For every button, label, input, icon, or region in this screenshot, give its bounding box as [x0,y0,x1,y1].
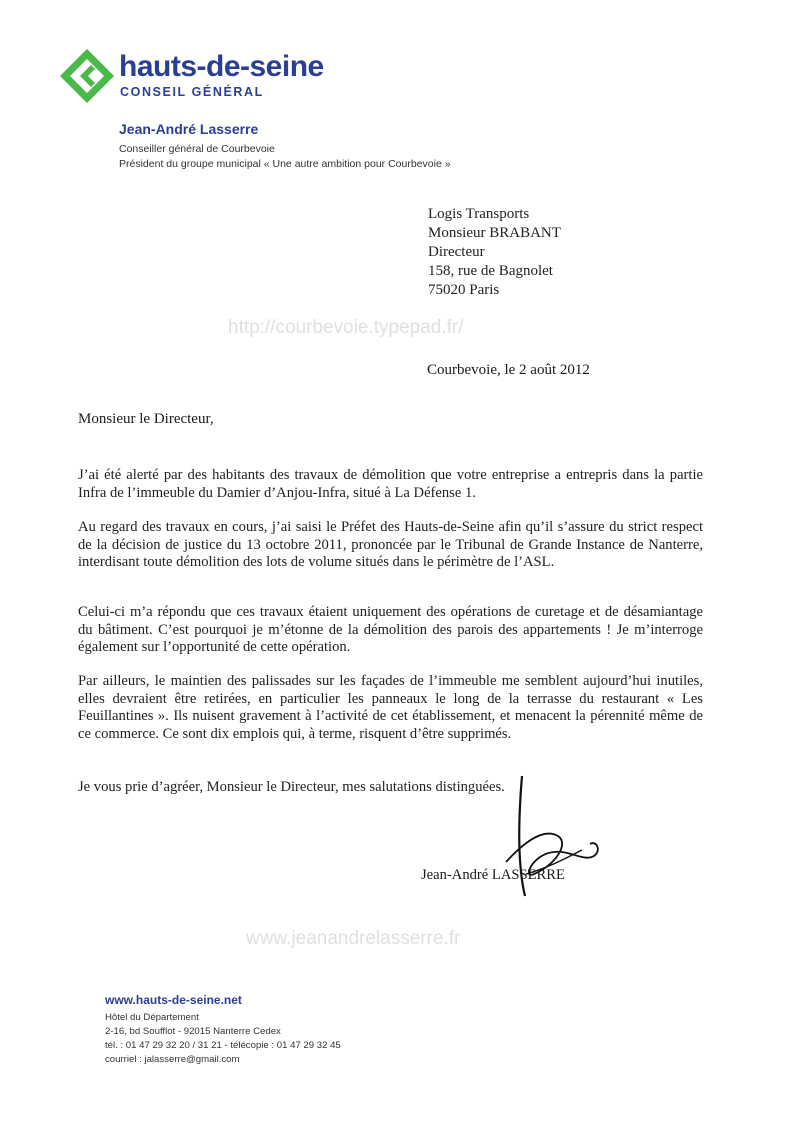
sender-role-line-2: Président du groupe municipal « Une autre ambition pour Courbevoie » [119,158,451,170]
recipient-line: 75020 Paris [428,282,500,298]
logo-title: hauts-de-seine [119,50,324,83]
salutation: Monsieur le Directeur, [78,411,214,427]
recipient-line: Monsieur BRABANT [428,225,561,241]
sender-role-line-1: Conseiller général de Courbevoie [119,143,275,155]
footer-line: courriel : jalasserre@gmail.com [105,1054,240,1065]
watermark-bottom: www.jeanandrelasserre.fr [246,928,461,949]
letter-date: Courbevoie, le 2 août 2012 [427,362,590,378]
recipient-address [428,205,561,300]
logo-subtitle: CONSEIL GÉNÉRAL [120,85,264,99]
signatory-name: Jean-André LASSERRE [421,867,565,883]
recipient-line: 158, rue de Bagnolet [428,263,553,279]
footer-line: Hôtel du Département [105,1012,199,1023]
sender-name: Jean-André Lasserre [119,121,259,137]
body-paragraph: J’ai été alerté par des habitants des travaux de démolition que votre entreprise a entrepris dans la partie Infra de l’immeuble du Damier d’Anjou-Infra, situé à La Défense 1. [78,467,703,501]
watermark-top: http://courbevoie.typepad.fr/ [228,317,464,338]
body-paragraph: Celui-ci m’a répondu que ces travaux étaient uniquement des opérations de curetage et de désamiantage du bâtiment. C’est pourquoi je m’étonne de la démolition des parois des appartements ! Je m’interroge également sur l’opportunité de cette opération. [78,604,703,656]
recipient-line: Directeur [428,244,485,260]
footer-line: tél. : 01 47 29 32 20 / 31 21 - télécopie : 01 47 29 32 45 [105,1040,341,1051]
recipient-line: Logis Transports [428,206,530,222]
body-paragraph: Au regard des travaux en cours, j’ai saisi le Préfet des Hauts-de-Seine afin qu’il s’assure du strict respect de la décision de justice du 13 octobre 2011, prononcée par le Tribunal de Grande Instance de Nanterre, interdisant toute démolition des lots de volume situés dans le périmètre de l’ASL. [78,519,703,571]
closing-paragraph: Je vous prie d’agréer, Monsieur le Directeur, mes salutations distinguées. [78,779,505,795]
body-paragraph: Par ailleurs, le maintien des palissades sur les façades de l’immeuble me semblent aujourd’hui inutiles, elles devraient être retirées, en particulier les panneaux le long de la terrasse du restaurant « Les Feuillantines ». Ils nuisent gravement à l’activité de cet établissement, et menacent la pérennité même de ce commerce. Ce sont dix emplois qui, à terme, risquent d’être supprimés. [78,673,703,742]
footer-website-link[interactable]: www.hauts-de-seine.net [105,993,242,1007]
footer-line: 2-16, bd Soufflot - 92015 Nanterre Cedex [105,1026,281,1037]
conseil-general-logo-icon [58,47,116,105]
